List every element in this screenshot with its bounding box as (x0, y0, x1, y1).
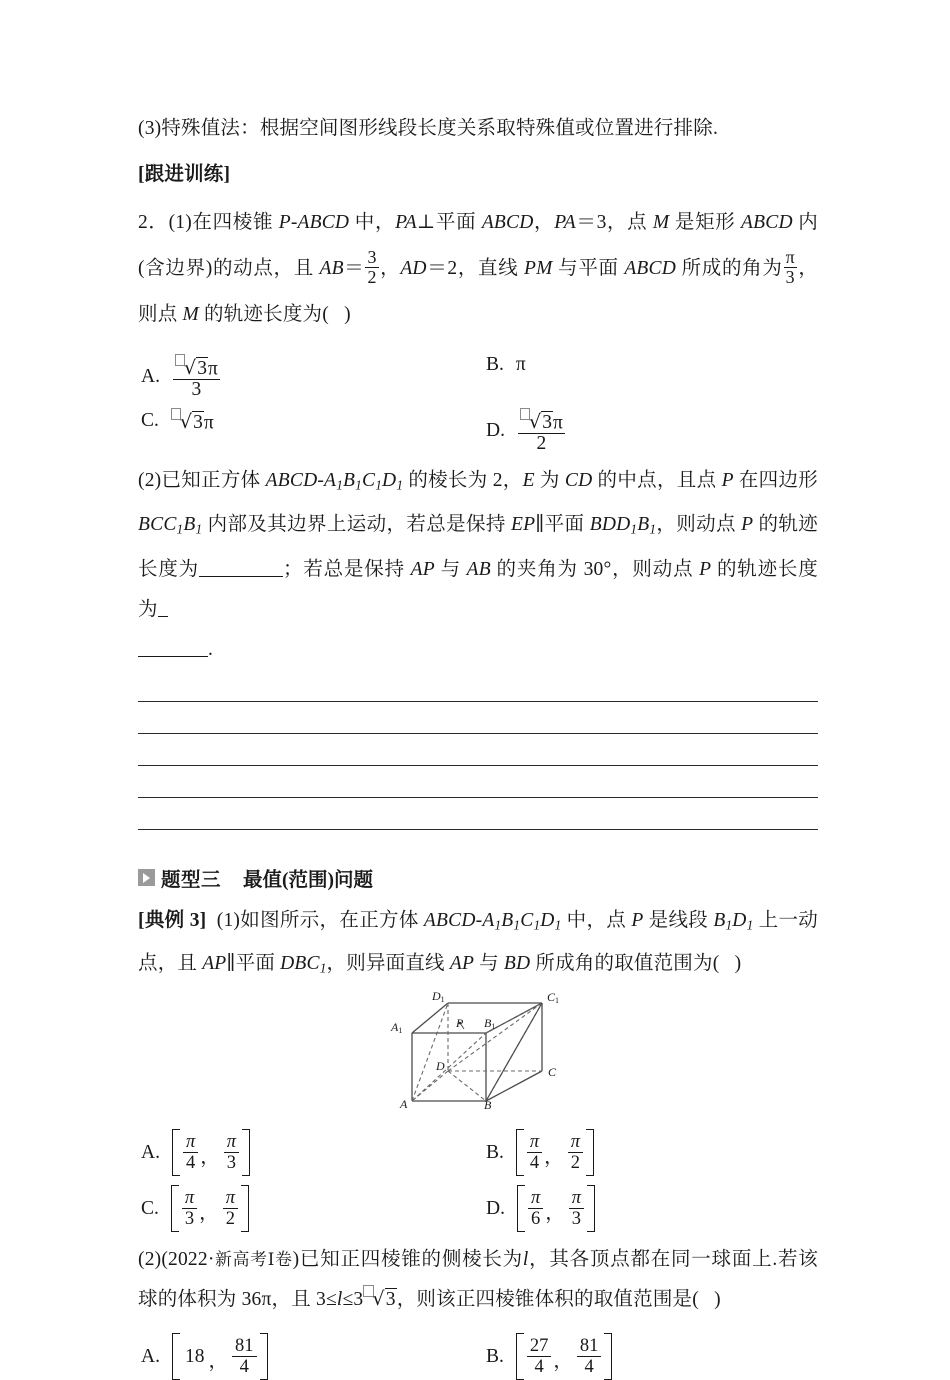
ruled-line[interactable] (138, 701, 818, 702)
q2p1-text-f: 是矩形 (669, 212, 742, 233)
ex3p2-var-l: l (522, 1249, 529, 1271)
followup-training-heading: [跟进训练] (138, 164, 231, 185)
ex3p2-choices-row (138, 1333, 818, 1379)
q2-choice-a[interactable] (141, 354, 221, 400)
q2p2-var-cd: CD (564, 470, 593, 491)
method-note-paragraph: (3)特殊值法：根据空间图形线段长度关系取特殊值或位置进行排除. (138, 118, 719, 139)
diagonal-d-c1 (448, 1003, 542, 1071)
q2-choice-d-label: D. (486, 420, 505, 442)
ex3p2-choice-b-label: B. (486, 1345, 504, 1367)
answer-blank-2-end[interactable] (138, 656, 208, 657)
radical-icon: √3 (520, 412, 553, 433)
q2p1-var-ab: AB (319, 258, 344, 279)
q2p2-var-ab: AB (466, 558, 491, 580)
q2p1-text-o: ) (344, 304, 351, 325)
q2p1-text-g: 内(含边界)的动点，且 (138, 212, 819, 279)
ex3p2-choice-b[interactable] (486, 1333, 612, 1380)
cube-svg (390, 993, 570, 1115)
ex3-choice-c-value: $\frac{\pi}{3}$ ， $\frac{\pi}{2}$ (171, 1185, 249, 1232)
q2-choice-c-label: C. (141, 410, 159, 432)
ex3-choice-a-label: A. (141, 1141, 160, 1163)
figure-label-a1: A1 (391, 1020, 403, 1036)
q2-choice-d-value: $\frac{√3\pi}{2}$ (518, 408, 565, 454)
q2-choice-b-value: π (515, 354, 526, 375)
figure-label-b1: B1 (484, 1016, 496, 1032)
q2-choice-b-label: B. (486, 354, 504, 375)
ex3p2-choice-a[interactable] (141, 1333, 268, 1380)
ex3-choice-b-value: $\frac{\pi}{4}$ ， $\frac{\pi}{2}$ (516, 1129, 594, 1176)
q2p2-var-bdd1b1: BDD (589, 514, 631, 536)
ex3-choice-a-value: $\frac{\pi}{4}$ ， $\frac{\pi}{3}$ (172, 1129, 250, 1176)
ex3-choice-c[interactable] (141, 1185, 249, 1232)
section-title: 题型三 (161, 869, 222, 891)
q2p1-text-j: ＝2，直线 (426, 258, 525, 279)
example-3-part-1: [典例 3] (1)如图所示，在正方体 ABCD-$A_1B_1C_1D_1$ 中，点 P 是线段 $B_1D_1$ 上一动点，且 AP∥平面 $DBC_1$，则异面直线 AP 与 BD 所成角的取值范围为( ) (138, 909, 818, 976)
section-subtitle: 最值(范围)问题 (243, 869, 374, 891)
figure-label-b: B (484, 1098, 492, 1113)
fraction-pi-over-three: $\frac{\pi}{3}$ (785, 247, 795, 287)
q2p1-var-pabcd: P-ABCD (278, 212, 350, 233)
ex3p2-choice-a-label: A. (141, 1345, 160, 1367)
ex3-var-bd: BD (503, 952, 531, 974)
radical-icon: √3 (171, 412, 204, 433)
question-2-part-1 (138, 200, 818, 338)
q2p1-text-c: ⊥平面 (416, 212, 482, 233)
ex3-choice-d-value: $\frac{\pi}{6}$ ， $\frac{\pi}{3}$ (517, 1185, 595, 1232)
q2p2-var-ep: EP (511, 514, 536, 536)
ex3-choices-row-1 (138, 1129, 818, 1175)
q2-choices-row-2 (138, 408, 818, 455)
answer-blank-2-start[interactable] (158, 616, 168, 617)
diagonal-a-b1 (412, 1033, 486, 1101)
example-3-part-2: (2)(2022·新高考Ⅰ卷)已知正四棱锥的侧棱长为l，其各顶点都在同一球面上.若该球的体积为 36π，且 3≤l≤3 √3，则该正四棱锥体积的取值范围是( ) (138, 1249, 818, 1311)
q2p1-text-h: ＝ (343, 258, 365, 279)
ex3-var-dbc1: DBC (280, 952, 320, 974)
q2p1-var-pa2: PA (554, 212, 576, 233)
q2p1-var-pm: PM (524, 258, 553, 279)
exam-source-label: 新高考Ⅰ卷 (214, 1250, 293, 1270)
answer-ruled-lines (138, 701, 818, 830)
q2p2-var-p3: P (699, 558, 712, 580)
q2p1-text-k: 与平面 (552, 258, 625, 279)
q2p1-var-abcd2: ABCD (741, 212, 793, 233)
ruled-line[interactable] (138, 797, 818, 798)
q2p2-text-b: 的棱长为 2， (403, 470, 523, 491)
example-3-tag: [典例 3] (138, 909, 207, 931)
figure-label-p: P (456, 1016, 464, 1031)
ex3-choice-a[interactable] (141, 1129, 250, 1176)
section-header (138, 864, 818, 892)
q2p1-var-m2: M (182, 304, 199, 325)
q2p2-var-e: E (522, 470, 535, 491)
q2-choice-c[interactable] (141, 408, 214, 434)
q2p1-var-abcd3: ABCD (624, 258, 677, 279)
radical-icon: √3 (175, 358, 208, 379)
q2-choice-b[interactable] (486, 354, 526, 376)
ex3-choice-b[interactable] (486, 1129, 594, 1176)
question-2-part-2: (2)已知正方体 ABCD-$A_1B_1C_1D_1$ 的棱长为 2，E 为 CD 的中点，且点 P 在四边形 $BCC_1B_1$ 内部及其边界上运动，若总是保持 EP∥平面 $BDD_1B_1$，则动点 P 的轨迹长度为 ；若总是保持 AP 与 AB 的夹角为 30°，则动点 P 的轨迹长度为 . (138, 470, 818, 660)
q2p1-var-ad: AD (400, 258, 427, 279)
radical-icon: √3 (363, 1289, 396, 1310)
q2p2-var-bcc1b1: BCC (138, 514, 177, 536)
q2p2-var-p: P (721, 470, 734, 491)
q2-choices-row-1 (138, 354, 818, 401)
fraction-three-halves: $\frac{3}{2}$ (367, 247, 377, 287)
q2p1-text-l: 所成的角为 (676, 258, 783, 279)
ruled-line[interactable] (138, 765, 818, 766)
q2p1-text-i: ， (379, 258, 401, 279)
question-2-number: 2． (138, 212, 169, 233)
q2-choice-a-label: A. (141, 366, 160, 388)
ex3-choice-d[interactable] (486, 1185, 595, 1232)
edge-a1d1 (412, 1003, 448, 1033)
figure-container (138, 989, 818, 1119)
ex3-var-ap: AP (202, 952, 227, 974)
q2-choice-c-value: √3π (171, 408, 214, 434)
ex3-choices-row-2 (138, 1185, 818, 1231)
q2p1-text-e: ＝3，点 (575, 212, 653, 233)
q2-choice-a-value: $\frac{√3\pi}{3}$ (173, 354, 220, 400)
play-triangle-icon (138, 869, 155, 886)
q2p1-var-pa: PA (395, 212, 417, 233)
q2p1-text-a: (1)在四棱锥 (168, 212, 279, 233)
q2p1-text-d: ， (533, 212, 555, 233)
q2p2-text-a: (2)已知正方体 (138, 470, 266, 491)
figure-label-a: A (400, 1097, 408, 1112)
figure-label-c1: C1 (547, 990, 560, 1006)
q2p2-var-abcd-a1: ABCD-A (265, 470, 337, 491)
cube-diagram (390, 989, 570, 1120)
ex3-choice-b-label: B. (486, 1141, 504, 1163)
figure-label-d: D (436, 1059, 445, 1074)
page-content (138, 108, 818, 1379)
q2p1-var-m: M (652, 212, 670, 233)
ex3-var-b1d1: B (713, 909, 726, 931)
q2p1-text-n: 的轨迹长度为( (198, 304, 329, 325)
q2p2-var-ap: AP (410, 558, 435, 580)
answer-blank-1[interactable] (199, 576, 283, 577)
q2p1-var-abcd: ABCD (481, 212, 534, 233)
ex3p2-choice-b-value: $\frac{27}{4}$ ， $\frac{81}{4}$ (516, 1333, 613, 1380)
figure-label-c: C (548, 1065, 557, 1080)
q2-choice-d[interactable] (486, 408, 566, 454)
diagonal-d-b (448, 1071, 486, 1101)
ex3-choice-d-label: D. (486, 1197, 505, 1219)
ex3-choice-c-label: C. (141, 1197, 159, 1219)
ruled-line[interactable] (138, 829, 818, 830)
q2p2-var-p2: P (741, 514, 754, 536)
figure-label-d1: D1 (432, 989, 445, 1005)
ex3-var-cube: ABCD-A (423, 909, 495, 931)
q2p1-text-m: ，则点 (138, 258, 819, 325)
ex3p2-choice-a-value: 18 ， $\frac{81}{4}$ (172, 1333, 268, 1380)
q2p1-text-b: 中， (349, 212, 396, 233)
ruled-line[interactable] (138, 733, 818, 734)
ex3-var-p: P (631, 909, 644, 931)
